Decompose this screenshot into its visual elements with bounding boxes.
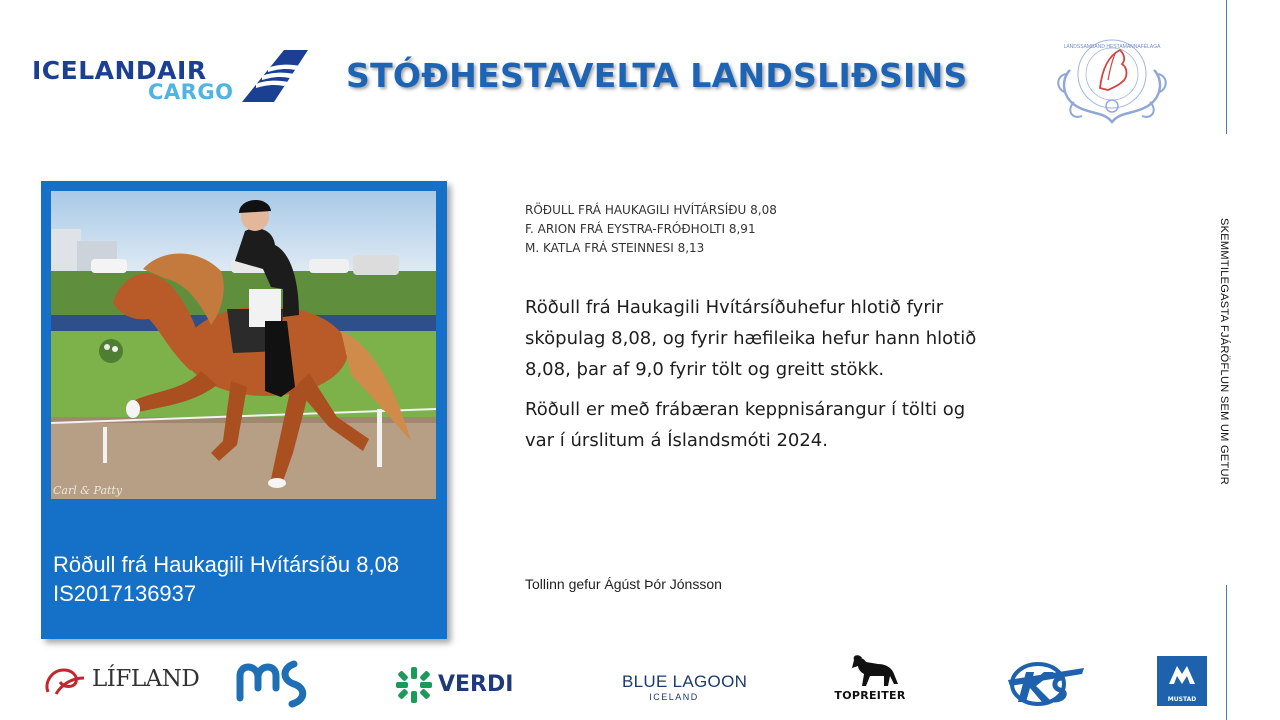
topreiter-logo: [826, 654, 916, 706]
blue-lagoon-label: BLUE LAGOON: [622, 672, 748, 691]
logo-line1: ICELANDAIR: [32, 56, 207, 85]
ks-sponsor-logo: [998, 658, 1088, 708]
lifland-label: LÍFLAND: [92, 666, 200, 692]
divider-top: [1226, 0, 1227, 134]
mustad-icon: [1157, 656, 1207, 692]
divider-bottom: [1226, 585, 1227, 720]
verdi-icon: [394, 667, 434, 703]
verdi-label: VERDI: [438, 672, 514, 697]
lifland-logo: [42, 664, 200, 698]
side-slogan: SKEMMTILEGASTA FJÁRÖFLUN SEM UM GETUR: [1218, 218, 1230, 485]
description-paragraph-1: Röðull frá Haukagili Hvítársíðuhefur hlotið fyrir sköpulag 8,08, og fyrir hæfileika hefur hann hlotið 8,08, þar af 9,0 fyrir tölt og greitt stökk.: [525, 297, 977, 380]
horse-photo: [51, 191, 436, 499]
mustad-label: MUSTAD: [1167, 696, 1197, 703]
photo-watermark: Carl & Patty: [53, 484, 123, 497]
verdi-logo: [394, 667, 524, 703]
airplane-tail-icon: [238, 46, 308, 104]
pedigree-horse: RÖÐULL FRÁ HAUKAGILI HVÍTÁRSÍÐU 8,08: [525, 203, 777, 217]
horse-silhouette-icon: [848, 654, 900, 690]
description-paragraph-2: Röðull er með frábæran keppnisárangur í tölti og var í úrslitum á Íslandsmóti 2024.: [525, 399, 966, 451]
svg-text:LANDSSAMBAND HESTAMANNAFÉLAGA: LANDSSAMBAND HESTAMANNAFÉLAGA: [1063, 44, 1161, 50]
mustad-logo: [1157, 656, 1207, 706]
horse-id: IS2017136937: [53, 581, 197, 606]
association-logo: [1052, 30, 1174, 126]
topreiter-label: TOPREITER: [834, 689, 906, 702]
horse-name: Röðull frá Haukagili Hvítársíðu 8,08: [53, 552, 400, 577]
blue-lagoon-sublabel: ICELAND: [649, 692, 699, 702]
pedigree-father: F. ARION FRÁ EYSTRA-FRÓÐHOLTI 8,91: [525, 222, 756, 236]
logo-line2: CARGO: [148, 80, 234, 104]
horse-card: [41, 181, 447, 639]
page-title: STÓÐHESTAVELTA LANDSLIÐSINS: [346, 56, 968, 95]
blue-lagoon-logo: [622, 672, 748, 704]
horse-rider-image: [51, 191, 436, 499]
icelandair-cargo-logo: [30, 44, 310, 106]
lifland-icon: [42, 664, 88, 698]
pedigree-mother: M. KATLA FRÁ STEINNESI 8,13: [525, 241, 705, 255]
ms-sponsor-logo: [234, 658, 316, 708]
toll-credit: Tollinn gefur Ágúst Þór Jónsson: [525, 576, 722, 592]
